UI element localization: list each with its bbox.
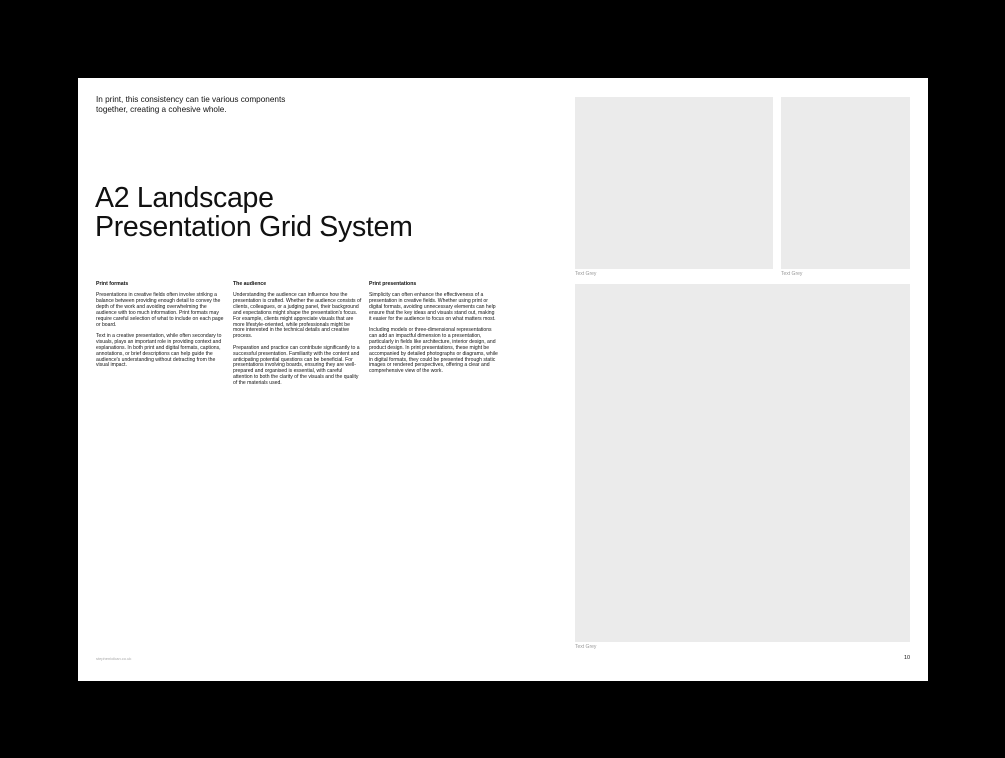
image-caption: Text Grey — [575, 644, 597, 650]
image-placeholder-bottom — [575, 284, 910, 642]
page-title — [95, 184, 425, 242]
image-caption: Text Grey — [575, 271, 597, 277]
image-placeholder-large-top — [575, 97, 773, 269]
column-paragraph: Understanding the audience can influence how the presentation is crafted. Whether the audience consists of clients, colleagues, or a judging panel, their background and expectations might shape the presentation's focus. For example, clients might appreciate visuals that are more lifestyle-oriented, while professionals might be more interested in the technical details and creative process. — [233, 292, 362, 340]
title-line-1: A2 Landscape — [95, 182, 274, 214]
text-column-print-presentations — [369, 282, 498, 381]
column-paragraph: Simplicity can often enhance the effectiveness of a presentation in creative fields. Whether using print or digital formats, avoiding unnecessary elements can help ensure that the key ideas and visuals stand out, making it easier for the audience to focus on what matters most. — [369, 292, 496, 322]
intro-text: In print, this consistency can tie various components together, creating a cohesive whole. — [96, 95, 286, 114]
page-number: 10 — [904, 655, 911, 661]
column-paragraph: Presentations in creative fields often involve striking a balance between providing enough detail to convey the depth of the work and avoiding overwhelming the audience with too much information. Print formats may require careful selection of what to include on each page or board. — [96, 292, 224, 328]
column-paragraph: Including models or three-dimensional representations can add an impactful dimension to a presentation, particularly in fields like architecture, interior design, and product design. In print presentations, these might be accompanied by detailed photographs or diagrams, while in digital formats, they could be presented through static images or rendered perspectives, offering a clear and comprehensive view of the work. — [369, 327, 498, 375]
text-column-print-formats — [96, 282, 225, 375]
footer-website: stephenlolkan.co.uk — [96, 656, 132, 661]
column-heading: The audience — [233, 281, 267, 287]
title-line-2: Presentation Grid System — [95, 211, 413, 243]
column-paragraph: Preparation and practice can contribute significantly to a successful presentation. Familiarity with the content and anticipating potential questions can be beneficial. For presentations involving boards, ensuring they are well-prepared and organised is essential, with careful attention to both the clarity of the visuals and the quality of the materials used. — [233, 344, 360, 386]
column-heading: Print formats — [96, 281, 129, 287]
document-page — [78, 78, 928, 681]
column-paragraph: Text in a creative presentation, while often secondary to visuals, plays an important role in providing context and explanations. In both print and digital formats, captions, annotations, or brief descriptions can help guide the audience's understanding without detracting from the visual impact. — [96, 333, 222, 369]
column-heading: Print presentations — [369, 281, 417, 287]
image-placeholder-small-top — [781, 97, 910, 269]
text-column-audience — [233, 282, 362, 393]
image-caption: Text Grey — [781, 271, 803, 277]
